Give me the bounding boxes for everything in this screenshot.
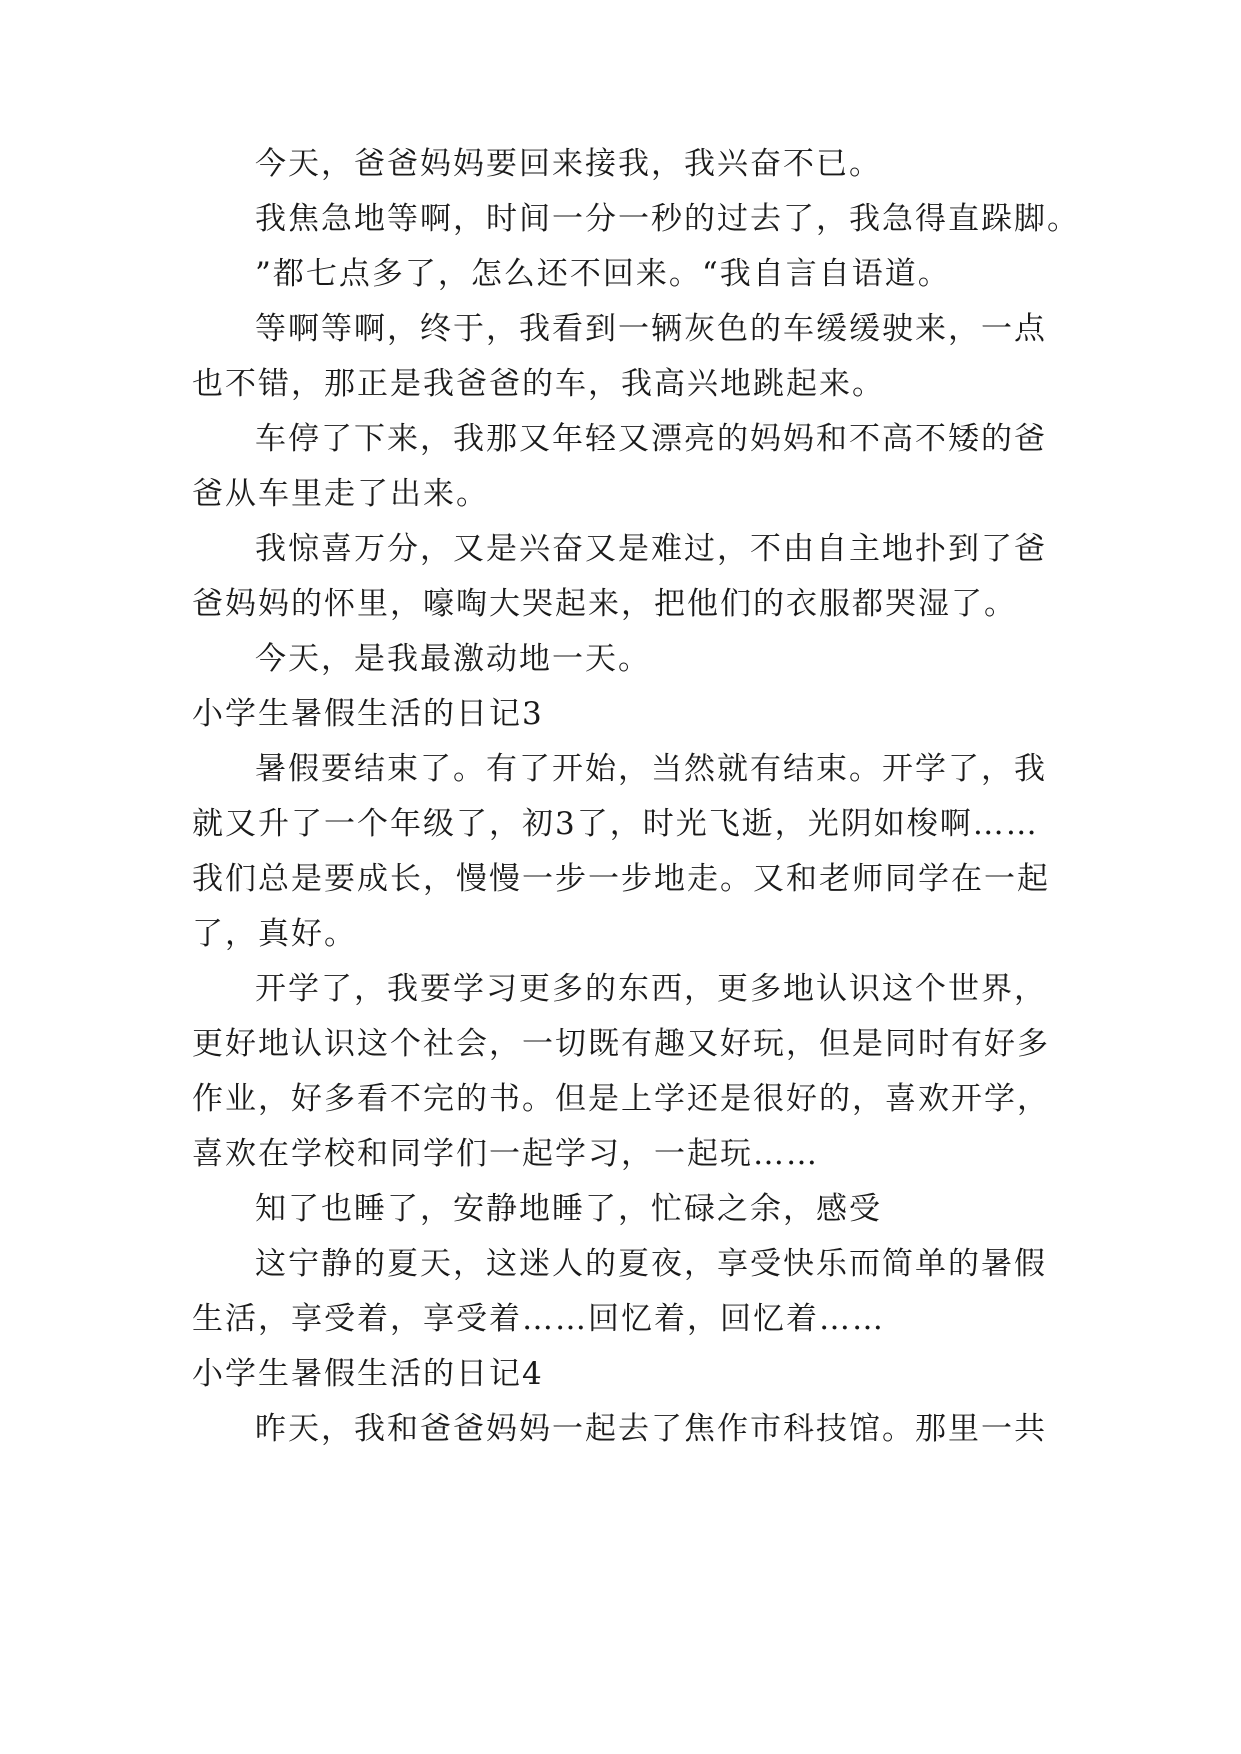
paragraph-line: 喜欢在学校和同学们一起学习，一起玩…… xyxy=(192,1136,819,1172)
paragraph-line: 爸妈妈的怀里，嚎啕大哭起来，把他们的衣服都哭湿了。 xyxy=(192,586,1017,622)
paragraph-line: 生活，享受着，享受着……回忆着，回忆着…… xyxy=(192,1301,885,1337)
paragraph-line: 今天，是我最激动地一天。 xyxy=(255,641,651,677)
paragraph-line: 就又升了一个年级了，初3了，时光飞逝，光阴如梭啊…… xyxy=(192,806,1039,842)
paragraph-line: 开学了，我要学习更多的东西，更多地认识这个世界， xyxy=(255,971,1047,1007)
paragraph-line: 车停了下来，我那又年轻又漂亮的妈妈和不高不矮的爸 xyxy=(255,421,1047,457)
section-heading: 小学生暑假生活的日记4 xyxy=(192,1356,544,1392)
paragraph-line: 更好地认识这个社会，一切既有趣又好玩，但是同时有好多 xyxy=(192,1026,1050,1062)
paragraph-line: 今天，爸爸妈妈要回来接我，我兴奋不已。 xyxy=(255,146,882,182)
paragraph-line: 等啊等啊，终于，我看到一辆灰色的车缓缓驶来，一点 xyxy=(255,311,1047,347)
paragraph-line: 昨天，我和爸爸妈妈一起去了焦作市科技馆。那里一共 xyxy=(255,1411,1047,1447)
paragraph-line: 作业，好多看不完的书。但是上学还是很好的，喜欢开学， xyxy=(192,1081,1050,1117)
paragraph-line: 了，真好。 xyxy=(192,916,357,952)
section-heading: 小学生暑假生活的日记3 xyxy=(192,696,544,732)
paragraph-line: 这宁静的夏天，这迷人的夏夜，享受快乐而简单的暑假 xyxy=(255,1246,1047,1282)
paragraph-line: 知了也睡了，安静地睡了，忙碌之余，感受 xyxy=(255,1191,882,1227)
paragraph-line: 暑假要结束了。有了开始，当然就有结束。开学了，我 xyxy=(255,751,1047,787)
paragraph-line: 爸从车里走了出来。 xyxy=(192,476,489,512)
paragraph-line: 我焦急地等啊，时间一分一秒的过去了，我急得直跺脚。 xyxy=(255,201,1080,237)
paragraph-line: ”都七点多了，怎么还不回来。“我自言自语道。 xyxy=(255,256,951,292)
paragraph-line: 我们总是要成长，慢慢一步一步地走。又和老师同学在一起 xyxy=(192,861,1050,897)
paragraph-line: 也不错，那正是我爸爸的车，我高兴地跳起来。 xyxy=(192,366,885,402)
paragraph-line: 我惊喜万分，又是兴奋又是难过，不由自主地扑到了爸 xyxy=(255,531,1047,567)
